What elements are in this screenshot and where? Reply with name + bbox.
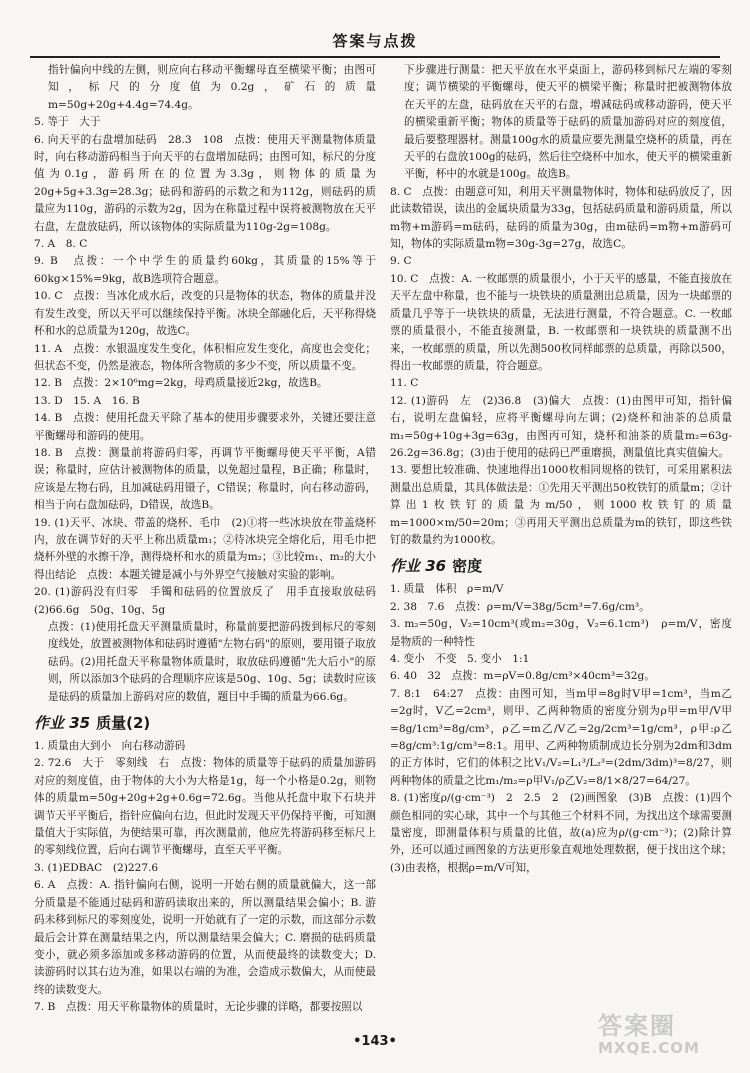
answer-paragraph: 1. 质量 体积 ρ=m/V bbox=[390, 583, 504, 596]
answer-paragraph: 6. 向天平的右盘增加砝码 28.3 108 点拨：使用天平测量物体质量时，向右移动游码相当于向天平的右盘增加砝码；由图可知，标尺的分度值为0.1g，游码所在的位置为3.3g，则物体的质量为20g+5g+3.3g=28.3g；砝码和游码的示数之和为112g，则砝码的质量应为110g，游码的示数为2g，因为在称量过程中误将被测物放在天平右盘，左盘放砝码，所以该物体的实际质量为110g-2g=108g。 bbox=[34, 133, 376, 233]
answer-paragraph: 13. 要想比较准确、快速地得出1000枚相同规格的铁钉，可采用累积法测量出总质量，其具体做法是：①先用天平测出50枚铁钉的质量m；②计算出1枚铁钉的质量为m/50，则1000枚铁钉的质量m=1000×m/50=20m；③再用天平测出总质量为m的铁钉，即这些铁钉的数量约为1000枚。 bbox=[390, 464, 732, 546]
answer-paragraph: 10. C 点拨：当冰化成水后，改变的只是物体的状态，物体的质量并没有发生改变，所以天平可以继续保持平衡。冰块全部融化后，天平称得烧杯和水的总质量为120g，故选C。 bbox=[34, 290, 376, 338]
answer-paragraph: 11. C bbox=[390, 377, 419, 390]
answer-paragraph: 12. B 点拨：2×10⁶mg=2kg，母鸡质量接近2kg，故选B。 bbox=[34, 377, 328, 390]
answer-paragraph: 点拨：(1)使用托盘天平测量质量时，称量前要把游码拨到标尺的零刻度线处，放置被测物体和砝码时遵循"左物右码"的原则，要用镊子取放砝码。(2)用托盘天平称量物体质量时，取放砝码遵循"先大后小"的原则，所以添加3个砝码的合理顺序应该是50g、10g、5g；读数时应该是砝码的质量加上游码对应的数值，题目中手镯的质量为66.6g。 bbox=[48, 621, 376, 703]
answer-paragraph: 7. A 8. C bbox=[34, 238, 88, 251]
answer-paragraph: 19. (1)天平、冰块、带盖的烧杯、毛巾 (2)①将一些冰块放在带盖烧杯内，放在调节好的天平上称出质量m₁；②待冰块完全熔化后，用毛巾把烧杯外壁的水擦干净，测得烧杯和水的质量为m₂；③比较m₁、m₂的大小得出结论 点拨：本题关键是减小与外界空气接触对实验的影响。 bbox=[34, 516, 376, 581]
answer-paragraph: 下步骤进行测量：把天平放在水平桌面上，游码移到标尺左端的零刻度；调节横梁的平衡螺母，使天平的横梁平衡；称量时把被测物体放在天平的左盘，砝码放在天平的右盘，增减砝码或移动游码，使天平的横梁重新平衡；物体的质量等于砝码的质量加游码对应的刻度值，最后要整理器材。测量100g水的质量应要先测量空烧杯的质量，再在天平的右盘放100g的砝码，然后往空烧杯中加水，使天平的横梁重新平衡，杯中的水就是100g。故选B。 bbox=[404, 64, 732, 181]
section-number: 作业 35 bbox=[34, 714, 91, 733]
watermark-bottom: MXQE.COM bbox=[598, 1039, 700, 1057]
answer-paragraph: 8. C 点拨：由题意可知，利用天平测量物体时，物体和砝码放反了，因此读数错误，读出的金属块质量为33g，包括砝码质量和游码质量，所以m物+m游码=m砝码，砝码的质量为30g，由m砝码=m物+m游码可知，物体的实际质量m物=30g-3g=27g，故选C。 bbox=[390, 185, 732, 251]
watermark-top: 答案圈 bbox=[598, 1012, 676, 1040]
answer-paragraph: 13. D 15. A 16. B bbox=[34, 394, 140, 407]
answer-paragraph: 9. B 点拨：一个中学生的质量约60kg，其质量的15%等于60kg×15%=9kg，故B选项符合题意。 bbox=[34, 255, 376, 285]
watermark-logo bbox=[598, 1013, 728, 1059]
section-heading bbox=[34, 712, 376, 734]
answer-paragraph: 指针偏向中线的左侧，则应向右移动平衡螺母直至横梁平衡；由图可知，标尺的分度值为0.2g，矿石的质量m=50g+20g+4.4g=74.4g。 bbox=[48, 64, 376, 111]
answer-paragraph: 6. 40 32 点拨：m=ρV=0.8g/cm³×40cm³=32g。 bbox=[390, 670, 655, 683]
answer-paragraph: 3. (1)EDBAC (2)227.6 bbox=[34, 861, 159, 874]
answer-paragraph: 20. (1)游码没有归零 手镯和砝码的位置放反了 用手直接取放砝码 (2)66.6g 50g、10g、5g bbox=[34, 586, 387, 616]
answer-paragraph: 11. A 点拨：水银温度发生变化，体积相应发生变化，高度也会变化；但状态不变，仍然是液态，物体所含物质的多少不变，所以质量不变。 bbox=[34, 342, 376, 372]
answer-paragraph: 2. 38 7.6 点拨：ρ=m/V=38g/5cm³=7.6g/cm³。 bbox=[390, 600, 650, 613]
section-heading bbox=[390, 555, 732, 577]
answer-paragraph: 1. 质量由大到小 向右移动游码 bbox=[34, 740, 186, 753]
answer-paragraph: 7. B 点拨：用天平称量物体的质量时，无论步骤的详略，都要按照以 bbox=[34, 1001, 363, 1014]
answer-paragraph: 5. 等于 大于 bbox=[34, 116, 101, 129]
answer-paragraph: 3. m₂=50g，V₂=10cm³(或m₂=30g，V₂=6.1cm³) ρ=m/V，密度是物质的一种特性 bbox=[390, 618, 732, 648]
answer-paragraph: 7. 8:1 64:27 点拨：由图可知，当m甲=8g时V甲=1cm³，当m乙=2g时，V乙=2cm³，则甲、乙两种物质的密度分别为ρ甲=m甲/V甲=8g/1cm³=8g/cm³，ρ乙=m乙/V乙=2g/2cm³=1g/cm³，ρ甲:ρ乙=8g/cm³:1g/cm³=8:1。用甲、乙两种物质制成边长分别为2dm和3dm的正方体时，它们的体积之比V₁/V₂=L₁³/L₂³=(2dm/3dm)³=8/27，则两种物体的质量之比m₁/m₂=ρ甲V₁/ρ乙V₂=8/1×8/27=64/27。 bbox=[390, 687, 732, 787]
answer-paragraph: 8. (1)密度ρ/(g·cm⁻³) 2 2.5 2 (2)画图象 (3)B 点拨：(1)四个颜色相同的实心球，其中一个与其他三个材料不同，为找出这个球需要测量密度，即测量体积与质量的比值，故(a)应为ρ/(g·cm⁻³)；(2)除计算外，还可以通过画图象的方法更形象直观地处理数据，便于找出这个球；(3)由表格，根据ρ=m/V可知， bbox=[390, 792, 732, 874]
section-title: 密度 bbox=[452, 557, 483, 576]
answer-paragraph: 10. C 点拨：A. 一枚邮票的质量很小，小于天平的感量，不能直接放在天平左盘中称量，也不能与一块铁块的质量测出总质量，因为一块邮票的质量几乎等于一块铁块的质量，无法进行测量，不符合题意。C. 一枚邮票的质量很小，不能直接测量，B. 一枚邮票和一块铁块的质量测不出来，一枚邮票的质量，所以先测500枚同样邮票的总质量，再除以500，得出一枚邮票的质量，符合题意。 bbox=[390, 272, 732, 372]
answer-paragraph: 12. (1)游码 左 (2)36.8 (3)偏大 点拨：(1)由图甲可知，指针偏右，说明左盘偏轻，应将平衡螺母向左调；(2)烧杯和油茶的总质量m₁=50g+10g+3g=63g，由图丙可知，烧杯和油茶的质量m₂=63g-26.2g=36.8g；(3)由于使用的砝码已严重磨损，测量值比真实值偏大。 bbox=[390, 394, 732, 459]
answer-paragraph: 6. A 点拨：A. 指针偏向右侧，说明一开始右侧的质量就偏大，这一部分质量是不能通过砝码和游码读取出来的，所以测量结果会偏小；B. 游码未移到标尺的零刻度处，说明一开始就有了一定的示数，而这部分示数最后会计算在测量结果之内，所以测量结果会偏大；C. 磨损的砝码质量变小，就必须多添加或多移动游码的位置，从而使最终的读数变大；D. 读游码时以其右边为准，如果以右端的为准，会造成示数偏大，从而使最终的读数变大。 bbox=[34, 879, 376, 996]
header-title: 答案与点拨 bbox=[332, 32, 418, 50]
right-column bbox=[390, 62, 732, 1024]
answer-paragraph: 9. C bbox=[390, 255, 412, 268]
section-number: 作业 36 bbox=[390, 557, 447, 576]
answer-paragraph: 4. 变小 不变 5. 变小 1:1 bbox=[390, 653, 530, 665]
page-header bbox=[30, 30, 720, 58]
answer-paragraph: 18. B 点拨：测量前将游码归零，再调节平衡螺母使天平平衡，A错误；称量时，应估计被测物体的质量，以免超过量程，B正确；称量时，应该是左物右码，且加减砝码用镊子，C错误；称量时，向右移动游码，相当于向右盘加砝码，D错误，故选B。 bbox=[34, 446, 376, 512]
left-column bbox=[34, 62, 387, 1024]
section-title: 质量(2) bbox=[96, 714, 151, 733]
answer-paragraph: 14. B 点拨：使用托盘天平除了基本的使用步骤要求外，关键还要注意平衡螺母和游码的使用。 bbox=[34, 412, 376, 442]
page-number: •143• bbox=[353, 1034, 397, 1049]
answer-paragraph: 2. 72.6 大于 零刻线 右 点拨：物体的质量等于砝码的质量加游码对应的刻度值，由于物体的大小为大格是1g，每一个小格是0.2g，则物体的质量m=50g+20g+2g+0.6g=72.6g。当他从托盘中取下石块并调节天平平衡后，指针应偏向右边，但此时发现天平仍保持平衡，可知测量值大于实际值，为使结果可靠，再次测量前，他应先将游码移至标尺上的零刻线位置，后向右调节平衡螺母，直至天平平衡。 bbox=[34, 757, 376, 857]
